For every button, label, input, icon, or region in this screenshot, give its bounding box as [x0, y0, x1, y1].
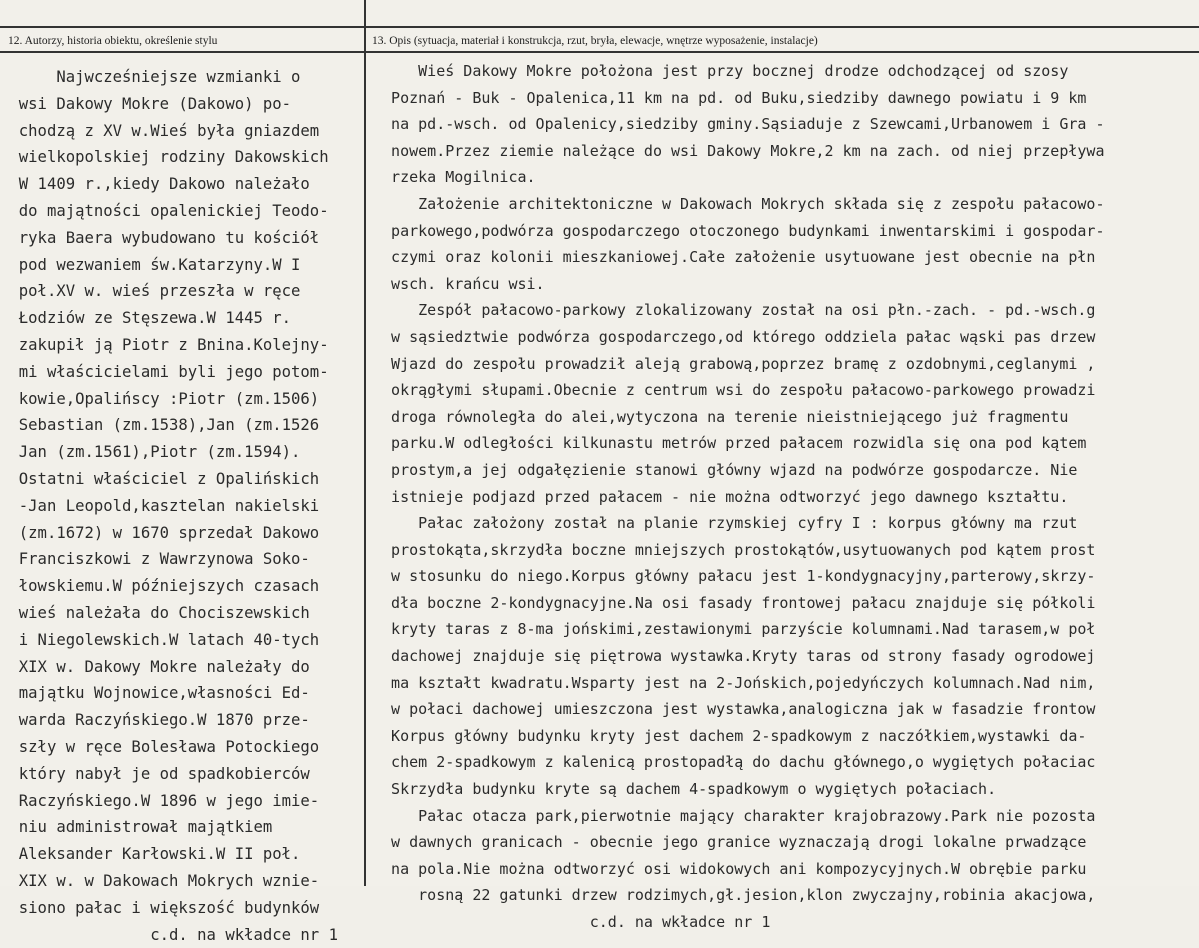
- text-line: prostym,a jej odgałęzienie stanowi główny wjazd na podwórze gospodarcze. Nie: [373, 457, 1199, 484]
- text-line: (zm.1672) w 1670 sprzedał Dakowo: [0, 520, 364, 547]
- text-line: rosną 22 gatunki drzew rodzimych,gł.jesion,klon zwyczajny,robinia akacjowa,: [373, 882, 1199, 909]
- text-line: wsch. krańcu wsi.: [373, 271, 1199, 298]
- column-divider-line: [364, 0, 366, 886]
- text-line: majątku Wojnowice,własności Ed-: [0, 680, 364, 707]
- text-line: chem 2-spadkowym z kalenicą prostopadłą do dachu głównego,o wygiętych połaciac: [373, 749, 1199, 776]
- text-line: XIX w. w Dakowach Mokrych wznie-: [0, 868, 364, 895]
- text-line: parkowego,podwórza gospodarczego otoczonego budynkami inwentarskimi i gospodar-: [373, 218, 1199, 245]
- text-line: w połaci dachowej umieszczona jest wystawka,analogiczna jak w fasadzie frontow: [373, 696, 1199, 723]
- text-line: nowem.Przez ziemie należące do wsi Dakowy Mokre,2 km na zach. od niej przepływa: [373, 138, 1199, 165]
- text-line: Raczyńskiego.W 1896 w jego imie-: [0, 788, 364, 815]
- text-line: rzeka Mogilnica.: [373, 164, 1199, 191]
- text-line: istnieje podjazd przed pałacem - nie można odtworzyć jego dawnego kształtu.: [373, 484, 1199, 511]
- text-line: kowie,Opalińscy :Piotr (zm.1506): [0, 386, 364, 413]
- text-line: Najwcześniejsze wzmianki o: [0, 64, 364, 91]
- text-line: Wjazd do zespołu prowadził aleją grabową,poprzez bramę z ozdobnymi,ceglanymi ,: [373, 351, 1199, 378]
- text-line: c.d. na wkładce nr 1: [373, 909, 1199, 936]
- text-line: niu administrował majątkiem: [0, 814, 364, 841]
- text-line: c.d. na wkładce nr 1: [0, 922, 364, 948]
- text-line: kryty taras z 8-ma jońskimi,zestawionymi parzyście kolumnami.Nad tarasem,w poł: [373, 616, 1199, 643]
- text-line: Franciszkowi z Wawrzynowa Soko-: [0, 546, 364, 573]
- text-line: XIX w. Dakowy Mokre należały do: [0, 654, 364, 681]
- description-text-column: [373, 58, 1199, 936]
- text-line: warda Raczyńskiego.W 1870 prze-: [0, 707, 364, 734]
- text-line: poł.XV w. wieś przeszła w ręce: [0, 278, 364, 305]
- text-line: na pd.-wsch. od Opalenicy,siedziby gminy.Sąsiaduje z Szewcami,Urbanowem i Gra -: [373, 111, 1199, 138]
- text-line: Ostatni właściciel z Opalińskich: [0, 466, 364, 493]
- text-line: wsi Dakowy Mokre (Dakowo) po-: [0, 91, 364, 118]
- text-line: na pola.Nie można odtworzyć osi widokowych ani kompozycyjnych.W obrębie parku: [373, 856, 1199, 883]
- text-line: dła boczne 2-kondygnacyjne.Na osi fasady frontowej pałacu znajduje się półkoli: [373, 590, 1199, 617]
- text-line: i Niegolewskich.W latach 40-tych: [0, 627, 364, 654]
- text-line: parku.W odległości kilkunastu metrów przed pałacem rozwidla się ona pod kątem: [373, 430, 1199, 457]
- text-line: łowskiemu.W późniejszych czasach: [0, 573, 364, 600]
- text-line: pod wezwaniem św.Katarzyny.W I: [0, 252, 364, 279]
- text-line: który nabył je od spadkobierców: [0, 761, 364, 788]
- text-line: mi właścicielami byli jego potom-: [0, 359, 364, 386]
- text-line: Zespół pałacowo-parkowy zlokalizowany został na osi płn.-zach. - pd.-wsch.g: [373, 297, 1199, 324]
- text-line: wielkopolskiej rodziny Dakowskich: [0, 144, 364, 171]
- text-line: Sebastian (zm.1538),Jan (zm.1526: [0, 412, 364, 439]
- text-line: w dawnych granicach - obecnie jego granice wyznaczają drogi lokalne prwadzące: [373, 829, 1199, 856]
- text-line: do majątności opalenickiej Teodo-: [0, 198, 364, 225]
- right-section-header: 13. Opis (sytuacja, materiał i konstrukcja, rzut, bryła, elewacje, wnętrze wyposażenie, instalacje): [372, 35, 818, 47]
- text-line: czymi oraz kolonii mieszkaniowej.Całe założenie usytuowane jest obecnie na płn: [373, 244, 1199, 271]
- text-line: okrągłymi słupami.Obecnie z centrum wsi do zespołu pałacowo-parkowego prowadzi: [373, 377, 1199, 404]
- text-line: Skrzydła budynku kryte są dachem 4-spadkowym o wygiętych połaciach.: [373, 776, 1199, 803]
- top-border-line: [0, 26, 1199, 28]
- left-section-header: 12. Autorzy, historia obiektu, określenie stylu: [8, 35, 217, 47]
- text-line: Założenie architektoniczne w Dakowach Mokrych składa się z zespołu pałacowo-: [373, 191, 1199, 218]
- text-line: prostokąta,skrzydła boczne mniejszych prostokątów,usytuowanych pod kątem prost: [373, 537, 1199, 564]
- text-line: Aleksander Karłowski.W II poł.: [0, 841, 364, 868]
- text-line: droga równoległa do alei,wytyczona na terenie nieistniejącego już fragmentu: [373, 404, 1199, 431]
- text-line: Pałac założony został na planie rzymskiej cyfry I : korpus główny ma rzut: [373, 510, 1199, 537]
- text-line: Wieś Dakowy Mokre położona jest przy bocznej drodze odchodzącej od szosy: [373, 58, 1199, 85]
- text-line: szły w ręce Bolesława Potockiego: [0, 734, 364, 761]
- text-line: -Jan Leopold,kasztelan nakielski: [0, 493, 364, 520]
- text-line: Korpus główny budynku kryty jest dachem 2-spadkowym z naczółkiem,wystawki da-: [373, 723, 1199, 750]
- text-line: Jan (zm.1561),Piotr (zm.1594).: [0, 439, 364, 466]
- text-line: ma kształt kwadratu.Wsparty jest na 2-Jońskich,pojedyńczych kolumnach.Nad nim,: [373, 670, 1199, 697]
- history-text-column: [0, 64, 364, 948]
- text-line: siono pałac i większość budynków: [0, 895, 364, 922]
- text-line: Poznań - Buk - Opalenica,11 km na pd. od Buku,siedziby dawnego powiatu i 9 km: [373, 85, 1199, 112]
- text-line: Pałac otacza park,pierwotnie mający charakter krajobrazowy.Park nie pozosta: [373, 803, 1199, 830]
- text-line: wieś należała do Chociszewskich: [0, 600, 364, 627]
- text-line: w stosunku do niego.Korpus główny pałacu jest 1-kondygnacyjny,parterowy,skrzy-: [373, 563, 1199, 590]
- text-line: ryka Baera wybudowano tu kościół: [0, 225, 364, 252]
- text-line: dachowej znajduje się piętrowa wystawka.Kryty taras od strony fasady ogrodowej: [373, 643, 1199, 670]
- text-line: w sąsiedztwie podwórza gospodarczego,od którego oddziela pałac wąski pas drzew: [373, 324, 1199, 351]
- text-line: W 1409 r.,kiedy Dakowo należało: [0, 171, 364, 198]
- text-line: Łodziów ze Stęszewa.W 1445 r.: [0, 305, 364, 332]
- text-line: zakupił ją Piotr z Bnina.Kolejny-: [0, 332, 364, 359]
- text-line: chodzą z XV w.Wieś była gniazdem: [0, 118, 364, 145]
- header-divider-line: [0, 51, 1199, 53]
